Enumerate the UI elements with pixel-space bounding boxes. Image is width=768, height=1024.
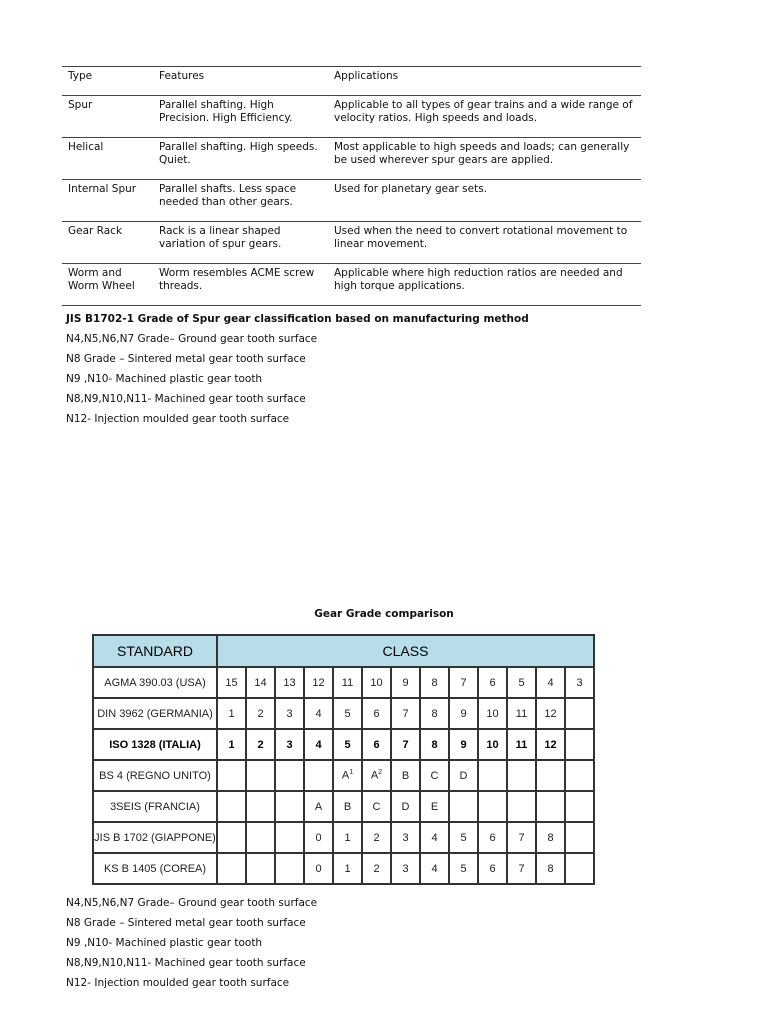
- class-cell: 3: [275, 698, 304, 729]
- class-cell: 12: [536, 729, 565, 760]
- class-cell: 3: [275, 729, 304, 760]
- table-row: [62, 180, 641, 222]
- class-cell: 8: [420, 667, 449, 698]
- class-cell: 4: [420, 853, 449, 884]
- note-line: N8 Grade – Sintered metal gear tooth surface: [66, 917, 306, 929]
- class-cell: 1: [217, 698, 246, 729]
- class-cell: [478, 791, 507, 822]
- class-cell: 2: [362, 853, 391, 884]
- type-cell: Gear Rack: [62, 222, 153, 264]
- grade-row: [93, 853, 594, 884]
- class-cell: 3: [391, 853, 420, 884]
- class-cell: [478, 760, 507, 791]
- classification-line: N8,N9,N10,N11- Machined gear tooth surface: [66, 393, 306, 405]
- grade-row: [93, 791, 594, 822]
- class-cell: 3: [391, 822, 420, 853]
- class-cell: [217, 791, 246, 822]
- class-cell: 7: [391, 698, 420, 729]
- standard-cell: 3SEIS (FRANCIA): [93, 791, 217, 822]
- class-cell: $A^2$: [362, 760, 391, 791]
- class-cell: 9: [449, 729, 478, 760]
- class-cell: 5: [333, 729, 362, 760]
- class-cell: A: [304, 791, 333, 822]
- class-cell: [246, 853, 275, 884]
- class-cell: [304, 760, 333, 791]
- class-cell: 10: [478, 729, 507, 760]
- class-cell: 11: [507, 729, 536, 760]
- class-cell: 12: [536, 698, 565, 729]
- features-cell: Rack is a linear shaped variation of spur gears.: [153, 222, 328, 264]
- class-cell: 5: [507, 667, 536, 698]
- class-cell: 5: [449, 822, 478, 853]
- class-cell: 2: [246, 729, 275, 760]
- grade-header-row: [93, 635, 594, 667]
- header-applications: Applications: [328, 67, 641, 96]
- class-cell: [246, 791, 275, 822]
- class-cell: [217, 760, 246, 791]
- class-cell: 13: [275, 667, 304, 698]
- class-cell: 1: [333, 822, 362, 853]
- applications-cell: Used when the need to convert rotational movement to linear movement.: [328, 222, 641, 264]
- class-cell: C: [420, 760, 449, 791]
- class-cell: [275, 853, 304, 884]
- class-cell: 5: [449, 853, 478, 884]
- applications-cell: Applicable where high reduction ratios are needed and high torque applications.: [328, 264, 641, 306]
- class-cell: 5: [333, 698, 362, 729]
- class-cell: 4: [304, 698, 333, 729]
- classification-line: N9 ,N10- Machined plastic gear tooth: [66, 373, 263, 385]
- class-cell: 6: [478, 822, 507, 853]
- applications-cell: Applicable to all types of gear trains and a wide range of velocity ratios. High speeds and loads.: [328, 96, 641, 138]
- class-cell: 6: [478, 853, 507, 884]
- table-row: [62, 264, 641, 306]
- class-cell: 6: [478, 667, 507, 698]
- class-cell: D: [449, 760, 478, 791]
- class-cell: [217, 822, 246, 853]
- standard-cell: DIN 3962 (GERMANIA): [93, 698, 217, 729]
- class-cell: [565, 822, 594, 853]
- table-header-row: [62, 67, 641, 96]
- classification-line: N8 Grade – Sintered metal gear tooth surface: [66, 353, 306, 365]
- note-line: N12- Injection moulded gear tooth surface: [66, 977, 290, 989]
- type-cell: Spur: [62, 96, 153, 138]
- class-cell: 7: [507, 822, 536, 853]
- table-row: [62, 138, 641, 180]
- table-row: [62, 222, 641, 264]
- standard-header: STANDARD: [93, 635, 217, 667]
- class-cell: 2: [246, 698, 275, 729]
- class-cell: 8: [420, 698, 449, 729]
- class-cell: [449, 791, 478, 822]
- header-features: Features: [153, 67, 328, 96]
- type-cell: Worm and Worm Wheel: [62, 264, 153, 306]
- class-cell: [565, 760, 594, 791]
- class-cell: B: [333, 791, 362, 822]
- classification-line: N4,N5,N6,N7 Grade– Ground gear tooth surface: [66, 333, 318, 345]
- class-cell: [536, 760, 565, 791]
- classification-heading: JIS B1702-1 Grade of Spur gear classification based on manufacturing method: [66, 313, 529, 325]
- note-line: N4,N5,N6,N7 Grade– Ground gear tooth surface: [66, 897, 318, 909]
- class-cell: 1: [333, 853, 362, 884]
- grade-superscript: 2: [378, 769, 383, 777]
- class-cell: 8: [420, 729, 449, 760]
- class-cell: 14: [246, 667, 275, 698]
- class-cell: 3: [565, 667, 594, 698]
- class-cell: [246, 822, 275, 853]
- standard-cell: KS B 1405 (COREA): [93, 853, 217, 884]
- grade-superscript: 1: [349, 769, 354, 777]
- standard-cell: BS 4 (REGNO UNITO): [93, 760, 217, 791]
- class-cell: 1: [217, 729, 246, 760]
- class-cell: 9: [391, 667, 420, 698]
- features-cell: Parallel shafting. High Precision. High Efficiency.: [153, 96, 328, 138]
- class-cell: 7: [449, 667, 478, 698]
- class-cell: 10: [478, 698, 507, 729]
- gear-types-table: [62, 66, 641, 306]
- class-cell: C: [362, 791, 391, 822]
- table-row: [62, 96, 641, 138]
- class-cell: 0: [304, 822, 333, 853]
- type-cell: Helical: [62, 138, 153, 180]
- class-cell: [275, 822, 304, 853]
- type-cell: Internal Spur: [62, 180, 153, 222]
- classification-line: N12- Injection moulded gear tooth surface: [66, 413, 290, 425]
- comparison-title: Gear Grade comparison: [314, 608, 454, 620]
- class-cell: 7: [507, 853, 536, 884]
- note-line: N9 ,N10- Machined plastic gear tooth: [66, 937, 263, 949]
- class-cell: 8: [536, 822, 565, 853]
- header-type: Type: [62, 67, 153, 96]
- class-cell: [536, 791, 565, 822]
- grade-row: [93, 822, 594, 853]
- class-cell: 4: [536, 667, 565, 698]
- class-cell: [275, 760, 304, 791]
- class-cell: [246, 760, 275, 791]
- class-cell: [217, 853, 246, 884]
- features-cell: Parallel shafting. High speeds. Quiet.: [153, 138, 328, 180]
- class-cell: 0: [304, 853, 333, 884]
- applications-cell: Most applicable to high speeds and loads; can generally be used wherever spur gears are applied.: [328, 138, 641, 180]
- class-cell: 10: [362, 667, 391, 698]
- grade-row: [93, 698, 594, 729]
- applications-cell: Used for planetary gear sets.: [328, 180, 641, 222]
- class-cell: $A^1$: [333, 760, 362, 791]
- standard-cell: AGMA 390.03 (USA): [93, 667, 217, 698]
- class-cell: 6: [362, 698, 391, 729]
- features-cell: Parallel shafts. Less space needed than other gears.: [153, 180, 328, 222]
- class-cell: [565, 729, 594, 760]
- class-cell: 8: [536, 853, 565, 884]
- class-cell: E: [420, 791, 449, 822]
- class-cell: [275, 791, 304, 822]
- class-cell: 7: [391, 729, 420, 760]
- class-cell: [565, 698, 594, 729]
- features-cell: Worm resembles ACME screw threads.: [153, 264, 328, 306]
- note-line: N8,N9,N10,N11- Machined gear tooth surface: [66, 957, 306, 969]
- standard-cell: JIS B 1702 (GIAPPONE): [93, 822, 217, 853]
- class-cell: [565, 791, 594, 822]
- grade-row: [93, 729, 594, 760]
- class-cell: [565, 853, 594, 884]
- class-cell: 2: [362, 822, 391, 853]
- class-cell: 6: [362, 729, 391, 760]
- standard-cell: ISO 1328 (ITALIA): [93, 729, 217, 760]
- class-cell: 11: [333, 667, 362, 698]
- class-cell: D: [391, 791, 420, 822]
- class-cell: 12: [304, 667, 333, 698]
- grade-comparison-table: [92, 634, 595, 885]
- class-cell: [507, 760, 536, 791]
- grade-row: [93, 760, 594, 791]
- class-header: CLASS: [217, 635, 594, 667]
- class-cell: 4: [304, 729, 333, 760]
- grade-row: [93, 667, 594, 698]
- class-cell: [507, 791, 536, 822]
- class-cell: B: [391, 760, 420, 791]
- class-cell: 11: [507, 698, 536, 729]
- class-cell: 15: [217, 667, 246, 698]
- class-cell: 9: [449, 698, 478, 729]
- class-cell: 4: [420, 822, 449, 853]
